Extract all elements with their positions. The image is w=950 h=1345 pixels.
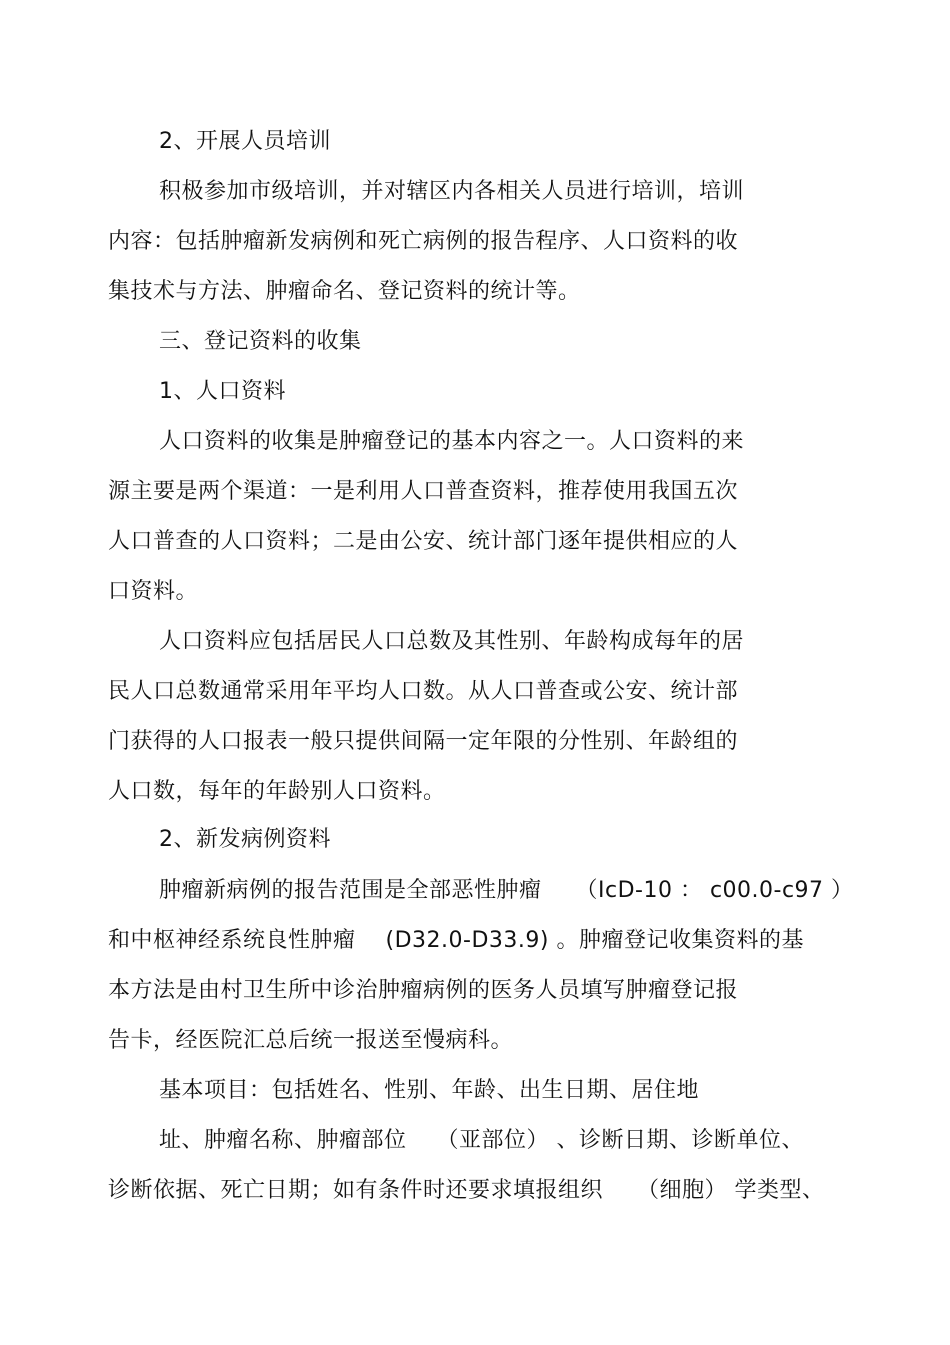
paragraph-line: 本方法是由村卫生所中诊治肿瘤病例的医务人员填写肿瘤登记报 — [108, 978, 739, 1003]
paragraph-line: 告卡，经医院汇总后统一报送至慢病科。 — [108, 1028, 514, 1053]
paragraph-line: 内容：包括肿瘤新发病例和死亡病例的报告程序、人口资料的收 — [108, 229, 739, 254]
paragraph-line: 集技术与方法、肿瘤命名、登记资料的统计等。 — [108, 279, 581, 304]
heading-staff-training: 2、开展人员培训 — [159, 129, 331, 154]
paragraph-line: 诊断依据、死亡日期；如有条件时还要求填报组织 （细胞） 学类型、 — [108, 1178, 825, 1203]
paragraph-line: 基本项目：包括姓名、性别、年龄、出生日期、居住地 — [159, 1078, 700, 1103]
paragraph-line: 人口资料的收集是肿瘤登记的基本内容之一。人口资料的来 — [159, 429, 745, 454]
paragraph-line: 址、肿瘤名称、肿瘤部位 （亚部位） 、诊断日期、诊断单位、 — [159, 1128, 804, 1153]
paragraph-line: 人口普查的人口资料；二是由公安、统计部门逐年提供相应的人 — [108, 529, 739, 554]
paragraph-line: 门获得的人口报表一般只提供间隔一定年限的分性别、年龄组的 — [108, 729, 739, 754]
paragraph-line: 民人口总数通常采用年平均人口数。从人口普查或公安、统计部 — [108, 679, 739, 704]
paragraph-line: 源主要是两个渠道：一是利用人口普查资料，推荐使用我国五次 — [108, 479, 739, 504]
section-heading-data-collection: 三、登记资料的收集 — [159, 329, 362, 354]
paragraph-line: 人口资料应包括居民人口总数及其性别、年龄构成每年的居 — [159, 629, 745, 654]
paragraph-line: 和中枢神经系统良性肿瘤 (D32.0-D33.9) 。肿瘤登记收集资料的基 — [108, 928, 804, 953]
paragraph-line: 人口数，每年的年龄别人口资料。 — [108, 779, 446, 804]
subheading-population-data: 1、人口资料 — [159, 379, 286, 404]
subheading-new-case-data: 2、新发病例资料 — [159, 827, 331, 852]
paragraph-line: 肿瘤新病例的报告范围是全部恶性肿瘤 （IcD-10 ： c00.0-c97 ） — [159, 878, 854, 903]
paragraph-line: 口资料。 — [108, 579, 199, 604]
paragraph-line: 积极参加市级培训，并对辖区内各相关人员进行培训，培训 — [159, 179, 745, 204]
